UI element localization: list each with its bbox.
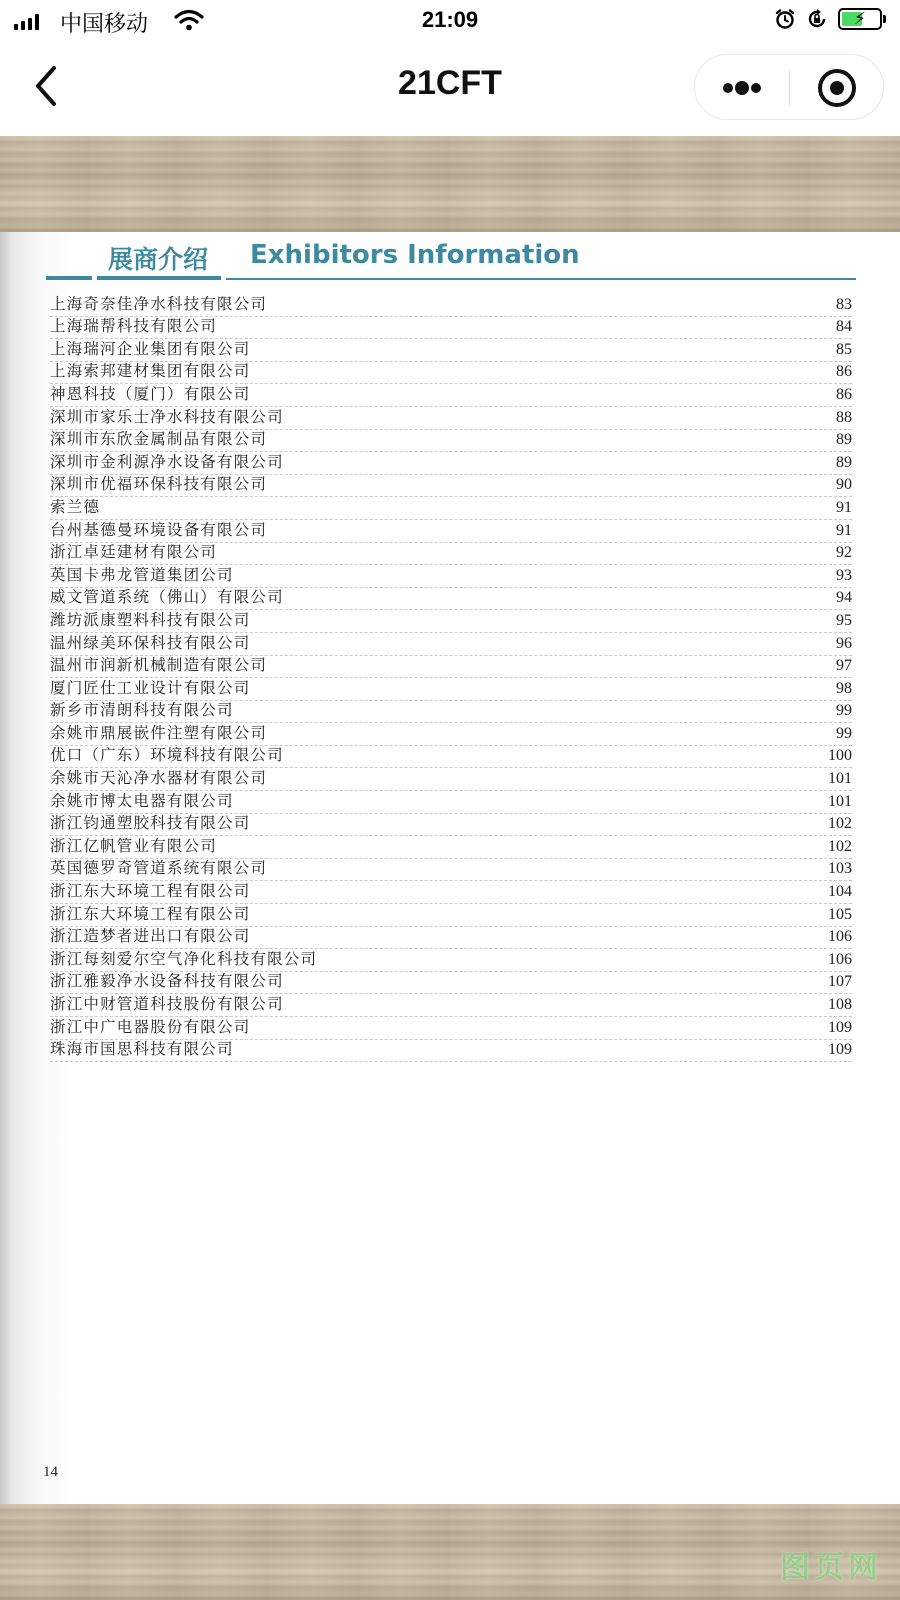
exhibitor-name: 英国德罗奇管道系统有限公司 — [50, 859, 268, 878]
exhibitor-name: 温州绿美环保科技有限公司 — [50, 633, 251, 652]
exhibitor-name: 深圳市东欣金属制品有限公司 — [50, 430, 268, 449]
exhibitor-name: 浙江卓廷建材有限公司 — [50, 543, 218, 562]
exhibitor-name: 浙江中财管道科技股份有限公司 — [50, 995, 284, 1013]
exhibitor-name: 余姚市天沁净水器材有限公司 — [50, 769, 268, 788]
clock-time: 21:09 — [421, 7, 479, 32]
exhibitor-name: 浙江钧通塑胶科技有限公司 — [50, 814, 251, 833]
exhibitor-page-number: 101 — [828, 792, 852, 810]
section-title-zh: 展商介绍 — [108, 245, 209, 274]
exhibitor-page-number: 86 — [836, 363, 852, 381]
exhibitor-page-number: 104 — [828, 883, 852, 901]
wood-background-bottom — [0, 1504, 900, 1600]
exhibitor-page-number: 108 — [828, 996, 852, 1013]
exhibitor-name: 威文管道系统（佛山）有限公司 — [50, 588, 284, 607]
exhibitor-page-number: 109 — [828, 1041, 852, 1059]
exhibitor-page-number: 88 — [836, 408, 852, 426]
exhibitor-name: 浙江雅毅净水设备科技有限公司 — [50, 972, 284, 991]
exhibitor-name: 浙江亿帆管业有限公司 — [50, 836, 218, 855]
header-rule-left — [46, 276, 92, 280]
page-number: 14 — [43, 1464, 58, 1480]
exhibitor-page-number: 99 — [836, 702, 852, 720]
exhibitor-page-number: 84 — [836, 318, 852, 336]
exhibitor-page-number: 91 — [836, 498, 852, 516]
target-circle-icon[interactable] — [790, 55, 884, 121]
page-title: 21CFT — [398, 64, 502, 102]
exhibitor-name: 余姚市鼎展嵌件注塑有限公司 — [50, 723, 268, 742]
exhibitor-name: 厦门匠仕工业设计有限公司 — [50, 678, 251, 697]
exhibitor-list — [50, 294, 852, 1062]
more-dots-icon[interactable] — [695, 55, 789, 121]
list-item — [50, 1040, 852, 1063]
exhibitor-page-number: 95 — [836, 611, 852, 629]
exhibitor-name: 索兰德 — [50, 497, 101, 516]
exhibitor-page-number: 93 — [836, 566, 852, 584]
exhibitor-page-number: 106 — [828, 950, 852, 968]
exhibitor-name: 上海瑞帮科技有限公司 — [50, 317, 218, 336]
rotation-lock-icon — [806, 8, 828, 30]
charging-bolt-icon: ⚡ — [854, 9, 866, 29]
exhibitor-page-number: 102 — [828, 837, 852, 855]
exhibitor-page-number: 83 — [836, 295, 852, 313]
exhibitor-name: 神恩科技（厦门）有限公司 — [50, 384, 251, 403]
exhibitor-name: 浙江造梦者进出口有限公司 — [50, 927, 251, 946]
exhibitor-name: 浙江东大环境工程有限公司 — [50, 882, 251, 901]
exhibitor-page-number: 102 — [828, 815, 852, 833]
exhibitor-page-number: 90 — [836, 476, 852, 494]
exhibitor-page-number: 101 — [828, 770, 852, 788]
header-rule-mid — [97, 276, 221, 280]
list-item — [50, 475, 852, 498]
alarm-clock-icon — [774, 8, 796, 30]
exhibitor-page-number: 91 — [836, 521, 852, 539]
exhibitor-page-number: 94 — [836, 589, 852, 607]
exhibitor-name: 浙江东大环境工程有限公司 — [50, 904, 251, 923]
wood-background-top — [0, 136, 900, 232]
battery-icon — [838, 8, 882, 30]
exhibitor-name: 温州市润新机械制造有限公司 — [50, 656, 268, 675]
exhibitor-page-number: 105 — [828, 905, 852, 923]
exhibitor-page-number: 98 — [836, 679, 852, 697]
exhibitor-page-number: 96 — [836, 634, 852, 652]
nav-bar — [0, 44, 900, 136]
exhibitor-name: 余姚市博太电器有限公司 — [50, 791, 234, 810]
exhibitor-name: 潍坊派康塑料科技有限公司 — [50, 610, 251, 629]
exhibitor-name: 浙江中广电器股份有限公司 — [50, 1017, 251, 1036]
exhibitor-page-number: 89 — [836, 431, 852, 449]
watermark-logo: 图页网 — [780, 1550, 882, 1585]
carrier-name: 中国移动 — [60, 12, 149, 37]
exhibitor-page-number: 99 — [836, 724, 852, 742]
exhibitor-page-number: 86 — [836, 385, 852, 403]
exhibitor-page-number: 106 — [828, 928, 852, 946]
exhibitor-name: 上海瑞河企业集团有限公司 — [50, 339, 251, 358]
exhibitor-page-number: 100 — [828, 747, 852, 765]
exhibitor-name: 英国卡弗龙管道集团公司 — [50, 565, 234, 584]
exhibitor-name: 上海奇奈佳净水科技有限公司 — [50, 294, 268, 313]
section-title-en: Exhibitors Information — [250, 240, 580, 270]
mini-program-capsule — [694, 54, 884, 120]
exhibitor-page-number: 109 — [828, 1018, 852, 1036]
status-bar — [0, 0, 900, 44]
exhibitor-name: 珠海市国思科技有限公司 — [50, 1040, 234, 1059]
exhibitor-page-number: 89 — [836, 453, 852, 471]
exhibitor-name: 深圳市优福环保科技有限公司 — [50, 475, 268, 494]
exhibitor-name: 优口（广东）环境科技有限公司 — [50, 746, 284, 765]
exhibitor-name: 台州基德曼环境设备有限公司 — [50, 520, 268, 539]
exhibitor-page-number: 107 — [828, 973, 852, 991]
exhibitor-name: 深圳市金利源净水设备有限公司 — [50, 452, 284, 471]
document-page[interactable] — [0, 232, 900, 1504]
exhibitor-page-number: 103 — [828, 860, 852, 878]
exhibitor-name: 新乡市清朗科技有限公司 — [50, 701, 234, 720]
exhibitor-page-number: 92 — [836, 544, 852, 562]
exhibitor-name: 上海索邦建材集团有限公司 — [50, 362, 251, 381]
exhibitor-page-number: 97 — [836, 657, 852, 675]
exhibitor-name: 浙江每刻爱尔空气净化科技有限公司 — [50, 949, 318, 968]
exhibitor-page-number: 85 — [836, 340, 852, 358]
header-rule-line — [226, 278, 856, 280]
exhibitor-name: 深圳市家乐士净水科技有限公司 — [50, 407, 284, 426]
